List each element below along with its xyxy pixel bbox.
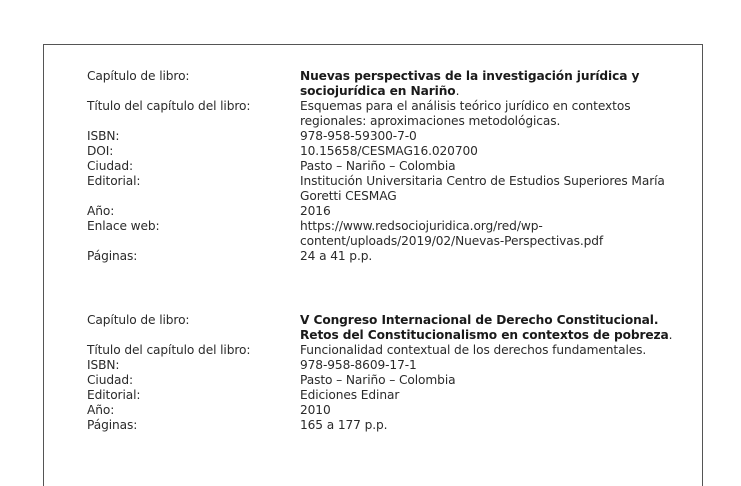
- book-title: Nuevas perspectivas de la investigación jurídica y sociojurídica en Nariño: [300, 69, 640, 98]
- publisher-label: Editorial:: [87, 388, 141, 402]
- book-label: Capítulo de libro:: [87, 313, 190, 327]
- year-value: 2010: [300, 403, 331, 417]
- web-link-row: [87, 219, 687, 249]
- pages-row: [87, 418, 687, 433]
- year-label: Año:: [87, 204, 115, 218]
- book-chapter-entry-1: [87, 69, 687, 264]
- book-title-row: [87, 69, 687, 99]
- year-row: [87, 403, 687, 418]
- book-title: V Congreso Internacional de Derecho Constitucional. Retos del Constitucionalismo en contextos de pobreza: [300, 313, 669, 342]
- chapter-title: Funcionalidad contextual de los derechos fundamentales.: [300, 343, 647, 357]
- isbn-value: 978-958-59300-7-0: [300, 129, 417, 143]
- publisher-row: [87, 388, 687, 403]
- isbn-row: [87, 358, 687, 373]
- pages-label: Páginas:: [87, 418, 138, 432]
- chapter-title-row: [87, 99, 687, 129]
- year-label: Año:: [87, 403, 115, 417]
- chapter-title: Esquemas para el análisis teórico jurídico en contextos regionales: aproximaciones metodológicas.: [300, 99, 631, 128]
- city-row: [87, 159, 687, 174]
- chapter-title-row: [87, 343, 687, 358]
- doi-row: [87, 144, 687, 159]
- doi-label: DOI:: [87, 144, 114, 158]
- city-label: Ciudad:: [87, 159, 133, 173]
- city-value: Pasto – Nariño – Colombia: [300, 159, 456, 173]
- city-value: Pasto – Nariño – Colombia: [300, 373, 456, 387]
- chapter-label: Título del capítulo del libro:: [87, 99, 251, 113]
- book-title-value: [300, 313, 685, 343]
- pages-value: 165 a 177 p.p.: [300, 418, 388, 432]
- year-value: 2016: [300, 204, 331, 218]
- year-row: [87, 204, 687, 219]
- publisher-label: Editorial:: [87, 174, 141, 188]
- doi-value: 10.15658/CESMAG16.020700: [300, 144, 478, 158]
- city-row: [87, 373, 687, 388]
- isbn-value: 978-958-8609-17-1: [300, 358, 417, 372]
- pages-row: [87, 249, 687, 264]
- pages-value: 24 a 41 p.p.: [300, 249, 373, 263]
- book-chapter-entry-2: [87, 313, 687, 433]
- book-title-end: .: [668, 328, 673, 342]
- web-link-label: Enlace web:: [87, 219, 160, 233]
- book-title-value: [300, 69, 685, 99]
- book-title-row: [87, 313, 687, 343]
- publisher-value: Ediciones Edinar: [300, 388, 400, 402]
- book-label: Capítulo de libro:: [87, 69, 190, 83]
- publisher-row: [87, 174, 687, 204]
- isbn-row: [87, 129, 687, 144]
- pages-label: Páginas:: [87, 249, 138, 263]
- book-title-end: .: [455, 84, 460, 98]
- chapter-label: Título del capítulo del libro:: [87, 343, 251, 357]
- isbn-label: ISBN:: [87, 129, 120, 143]
- city-label: Ciudad:: [87, 373, 133, 387]
- publisher-value: Institución Universitaria Centro de Estudios Superiores María Goretti CESMAG: [300, 174, 665, 203]
- web-link-value[interactable]: https://www.redsociojuridica.org/red/wp-content/uploads/2019/02/Nuevas-Perspectivas.pdf: [300, 219, 604, 248]
- isbn-label: ISBN:: [87, 358, 120, 372]
